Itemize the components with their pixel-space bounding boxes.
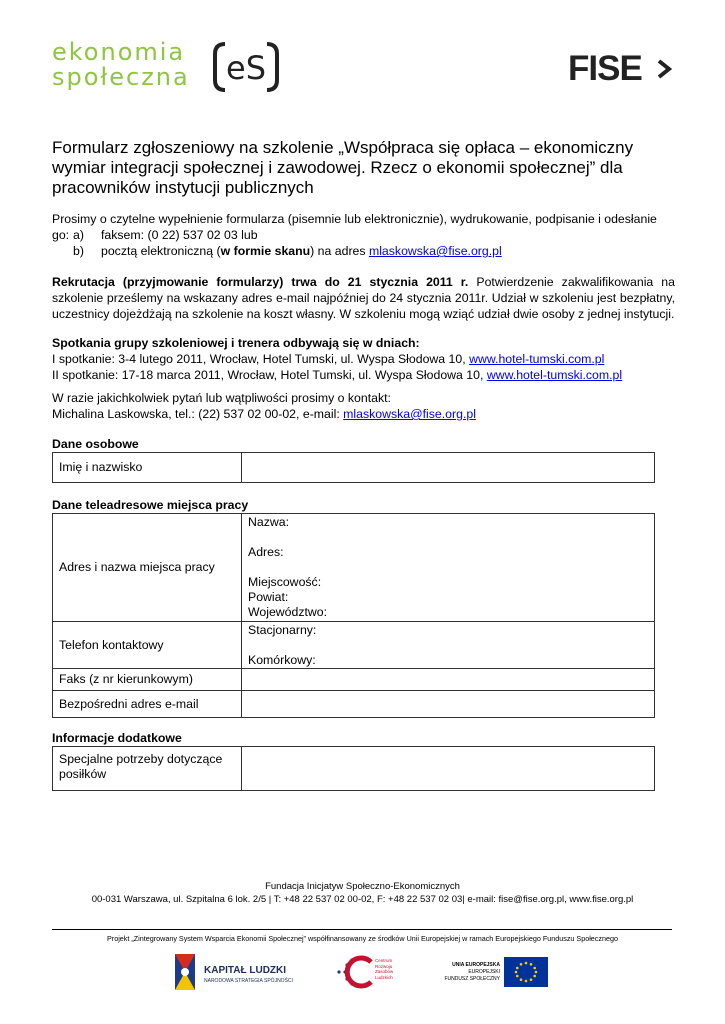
- form-title: Formularz zgłoszeniowy na szkolenie „Współpraca się opłaca – ekonomiczny wymiar integracji społecznej i zawodowej. Rzecz o ekonomii społecznej” dla pracowników instytucji publicznych: [52, 138, 634, 197]
- crzl-logo: [335, 954, 405, 990]
- eu-text-line1: UNIA EUROPEJSKA: [452, 962, 500, 968]
- recruitment-deadline: Rekrutacja (przyjmowanie formularzy) trwa do 21 stycznia 2011 r.: [52, 275, 469, 289]
- meeting-2-link[interactable]: www.hotel-tumski.com.pl: [486, 368, 623, 382]
- field-voivodeship-label: Województwo:: [248, 605, 328, 619]
- kapital-ludzki-subtitle: NARODOWA STRATEGIA SPÓJNOŚCI: [204, 978, 293, 984]
- email-option-text-2: ) na adres: [310, 244, 369, 258]
- email-field[interactable]: [242, 691, 655, 718]
- additional-info-table: [52, 746, 655, 791]
- crzl-text-line4: Ludzkich: [375, 974, 393, 980]
- meal-needs-label-line2: posiłków: [59, 767, 107, 781]
- work-data-table: [52, 513, 655, 718]
- email-option-text-1: pocztą elektroniczną (: [101, 244, 221, 258]
- crzl-text-line3: Zasobów: [375, 969, 394, 974]
- chevron-right-icon: [656, 59, 672, 79]
- section-work-heading: Dane teleadresowe miejsca pracy: [52, 498, 249, 512]
- crzl-text: [375, 958, 393, 980]
- meeting-1-text: I spotkanie: 3-4 lutego 2011, Wrocław, Hotel Tumski, ul. Wyspa Słodowa 10,: [52, 352, 470, 366]
- footer-divider: [52, 929, 672, 930]
- email-link[interactable]: mlaskowska@fise.org.pl: [368, 244, 502, 258]
- meal-needs-label: [53, 747, 242, 791]
- crzl-emblem-icon: [335, 954, 375, 990]
- fise-logo-text: FISE: [568, 49, 642, 88]
- personal-data-table: [52, 452, 655, 483]
- name-label: Imię i nazwisko: [53, 453, 242, 483]
- section-additional-heading: Informacje dodatkowe: [52, 731, 182, 745]
- footer-address: 00-031 Warszawa, ul. Szpitalna 6 lok. 2/5 | T: +48 22 537 02 00-02, F: +48 22 537 02 03| e-mail: fise@fise.org.pl, www.fise.org.pl: [91, 894, 634, 905]
- phone-field[interactable]: [242, 622, 655, 669]
- logo-text-line1: ekonomia: [52, 38, 186, 66]
- name-field[interactable]: [242, 453, 655, 483]
- fax-option-text: faksem: (0 22) 537 02 03 lub: [101, 228, 258, 242]
- section-personal-heading: Dane osobowe: [52, 437, 139, 451]
- logo-text-line2: społeczna: [52, 63, 190, 91]
- contact-intro: W razie jakichkolwiek pytań lub wątpliwości prosimy o kontakt:: [52, 391, 391, 405]
- footer-org: Fundacja Inicjatyw Społeczno-Ekonomicznych: [265, 881, 460, 892]
- fax-label: Faks (z nr kierunkowym): [53, 669, 242, 691]
- meal-needs-label-line1: Specjalne potrzeby dotyczące: [59, 752, 223, 766]
- meal-needs-field[interactable]: [242, 747, 655, 791]
- eu-text: [436, 962, 500, 983]
- eu-efs-logo: [436, 954, 548, 990]
- meetings-block: [52, 335, 675, 383]
- contact-block: [52, 390, 675, 422]
- meeting-1-link[interactable]: www.hotel-tumski.com.pl: [469, 352, 605, 366]
- field-mobile-label: Komórkowy:: [248, 653, 316, 667]
- kapital-ludzki-title: KAPITAŁ LUDZKI: [204, 965, 287, 976]
- phone-label: Telefon kontaktowy: [53, 622, 242, 669]
- send-option-fax: [52, 227, 502, 243]
- address-field[interactable]: [242, 514, 655, 622]
- list-marker: b): [73, 244, 84, 258]
- contact-email-link[interactable]: mlaskowska@fise.org.pl: [343, 407, 476, 421]
- ekonomia-spoleczna-logo: [52, 40, 282, 96]
- es-badge-text: eS: [226, 49, 266, 87]
- send-options-list: [52, 227, 502, 259]
- crzl-text-line1: Centrum: [375, 958, 393, 963]
- field-name-label: Nazwa:: [248, 515, 290, 529]
- address-label: Adres i nazwa miejsca pracy: [53, 514, 242, 622]
- field-county-label: Powiat:: [248, 590, 289, 604]
- eu-text-line3: FUNDUSZ SPOŁECZNY: [444, 976, 500, 982]
- recruitment-paragraph: [52, 274, 675, 322]
- field-address-label: Adres:: [248, 545, 284, 559]
- recruitment-details: Potwierdzenie zakwalifikowania na szkolenie prześlemy na wskazany adres e-mail najpóźniej do 24 stycznia 2011r. Udział w szkoleniu jest bezpłatny, uczestnicy dojeżdżają na szkolenie na koszt własny. W szkoleniu mogą wziąć udział dwie osoby z jednej instytucji.: [52, 275, 675, 321]
- meetings-heading: Spotkania grupy szkoleniowej i trenera odbywają się w dniach:: [52, 336, 420, 350]
- crzl-text-line2: Rozwoju: [375, 963, 393, 969]
- email-option-bold: w formie skanu: [220, 244, 311, 258]
- eu-text-line2: EUROPEJSKI: [468, 969, 500, 975]
- list-marker: a): [73, 228, 84, 242]
- meeting-2-text: II spotkanie: 17-18 marca 2011, Wrocław, Hotel Tumski, ul. Wyspa Słodowa 10,: [52, 368, 487, 382]
- field-city-label: Miejscowość:: [248, 575, 322, 589]
- eu-flag-icon: [504, 957, 548, 987]
- kapital-ludzki-emblem-icon: [172, 952, 198, 992]
- field-landline-label: Stacjonarny:: [248, 623, 317, 637]
- fax-field[interactable]: [242, 669, 655, 691]
- send-option-email: [52, 243, 502, 259]
- intro-text: Prosimy o czytelne wypełnienie formularza (pisemnie lub elektronicznie), wydrukowanie, podpisanie i odesłanie go:: [52, 212, 657, 242]
- fise-logo: [568, 51, 678, 87]
- kapital-ludzki-logo: [172, 952, 302, 992]
- footer-logos: [0, 952, 725, 992]
- es-badge-icon: [213, 41, 279, 93]
- email-label: Bezpośredni adres e-mail: [53, 691, 242, 718]
- contact-details: Michalina Laskowska, tel.: (22) 537 02 00-02, e-mail:: [52, 407, 344, 421]
- footer-project-note: Projekt „Zintegrowany System Wsparcia Ekonomii Społecznej” współfinansowany ze środków Unii Europejskiej w ramach Europejskiego Funduszu Społecznego: [107, 934, 618, 943]
